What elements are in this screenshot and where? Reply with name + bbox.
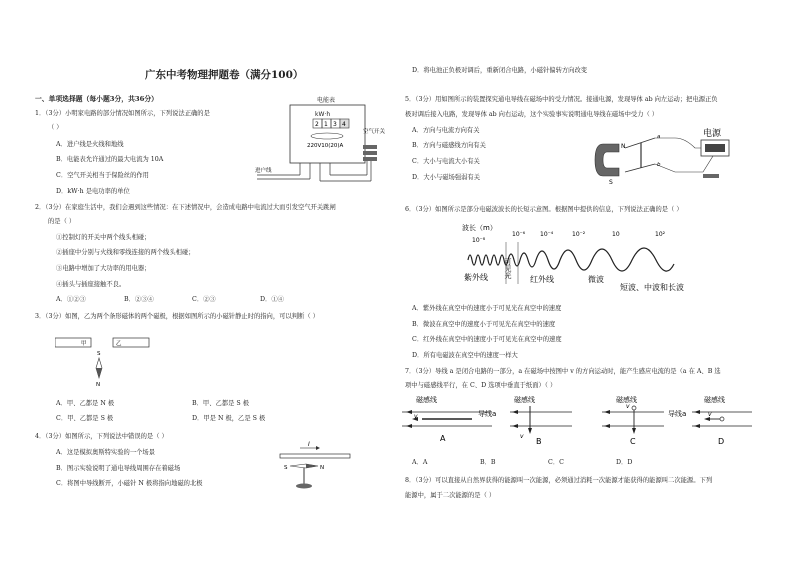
needle-n: N bbox=[320, 465, 325, 471]
meter-digit-1: 2 bbox=[315, 121, 319, 128]
q3-option-a: A．甲、乙都是 N 极 bbox=[56, 400, 115, 407]
label-ir: 红外线 bbox=[530, 275, 554, 284]
q6-option-b: B．微波在真空中的速度小于可见光在真空中的速度 bbox=[412, 321, 556, 328]
tick-4: 10⁻² bbox=[572, 231, 586, 238]
tick-3: 10⁻⁴ bbox=[540, 231, 554, 238]
label-visible: 可见光 bbox=[504, 258, 512, 279]
q1-option-c: C．空气开关相当于保险丝的作用 bbox=[56, 172, 149, 179]
meter-digit-4: 4 bbox=[342, 121, 346, 128]
q2-item-2: ②插座中分别与火线和零线连接的两个线头相碰； bbox=[56, 249, 195, 256]
wavelength-label: 波长（m） bbox=[462, 224, 497, 232]
c-v: v bbox=[626, 403, 630, 410]
q2-stem: 2．（3分）在家庭生活中，我们会遇到这些情况：在下述情况中，会造成电路中电流过大而引发空气开关跳闸 bbox=[35, 204, 336, 211]
oersted-figure bbox=[272, 440, 352, 492]
page-title: 广东中考物理押题卷（满分100） bbox=[145, 69, 304, 81]
q1-option-a: A．进户线是火线和地线 bbox=[56, 141, 124, 148]
label-radio: 短波、中波和长波 bbox=[620, 283, 684, 292]
meter-title: 电能表 bbox=[317, 97, 336, 104]
q6-option-a: A．紫外线在真空中的速度小于可见光在真空中的速度 bbox=[412, 305, 562, 312]
label-a: A bbox=[440, 434, 446, 443]
meter-unit: kW·h bbox=[315, 111, 331, 118]
needle-n: N bbox=[96, 382, 101, 388]
q2-option-a: A．①②③ bbox=[56, 296, 86, 303]
q7-stem: 7．（3分）导线 a 是闭合电路的一部分，a 在磁场中按图中 v 的方向运动时，能产生感应电流的是（a 在 A、B 选 bbox=[405, 368, 721, 375]
q4-stem: 4．（3分）如图所示，下列说法中错误的是（ ） bbox=[35, 433, 168, 440]
q5-option-b: B．方向与磁感线方向有关 bbox=[412, 142, 486, 149]
wire-label: 进户线 bbox=[255, 168, 272, 174]
q5-option-c: C．大小与电流大小有关 bbox=[412, 158, 480, 165]
induction-figure bbox=[402, 394, 752, 452]
current-label: I bbox=[308, 441, 310, 448]
q8-stem-2: 能源中，属于二次能源的是（ ） bbox=[405, 492, 496, 499]
label-b: B bbox=[536, 437, 542, 446]
q3-stem: 3．（3分）如图，乙为两个条形磁体的两个磁极，根据如图所示的小磁针静止时的指向，可以判断（ ） bbox=[35, 313, 319, 320]
q2-stem-2: 的是（ ） bbox=[48, 218, 76, 225]
b-field: 磁感线 bbox=[514, 396, 535, 404]
q7-option-d: D．D bbox=[616, 459, 633, 466]
q6-option-c: C．红外线在真空中的速度小于可见光在真空中的速度 bbox=[412, 336, 562, 343]
rod-a: a bbox=[657, 134, 661, 140]
q2-item-1: ①控制灯的开关中两个线头相碰； bbox=[56, 234, 151, 241]
q7-option-b: B．B bbox=[480, 459, 496, 466]
q7-stem-2: 项中与磁感线平行，在 C、D 选项中垂直于纸面）（ ） bbox=[405, 382, 557, 389]
switch-label: 空气开关 bbox=[363, 129, 385, 135]
q3-option-d: D．甲是 N 极，乙是 S 极 bbox=[192, 415, 266, 422]
q4-option-d: D．将电池正负极对调后，重新闭合电路，小磁针偏转方向改变 bbox=[412, 67, 588, 74]
q6-option-d: D．所有电磁波在真空中的速度一样大 bbox=[412, 352, 518, 359]
needle-s: S bbox=[97, 351, 101, 357]
q7-option-c: C．C bbox=[548, 459, 564, 466]
q4-option-c: C．将图中导线断开，小磁针 N 极将指向地磁的北极 bbox=[56, 480, 203, 487]
q5-option-d: D．大小与磁场强弱有关 bbox=[412, 174, 481, 181]
q1-option-d: D．kW·h 是电功率的单位 bbox=[56, 188, 130, 195]
q5-option-a: A．方向与电流方向有关 bbox=[412, 127, 480, 134]
q3-option-b: B．甲、乙都是 S 极 bbox=[192, 400, 250, 407]
wire-label-2: 导线a bbox=[668, 410, 687, 418]
q2-option-b: B．②③④ bbox=[124, 296, 154, 303]
label-micro: 微波 bbox=[588, 275, 604, 284]
label-d: D bbox=[718, 437, 725, 446]
d-v: v bbox=[708, 411, 712, 418]
section-heading: 一、单项选择题（每小题3分，共36分） bbox=[35, 95, 158, 103]
tick-2: 10⁻⁶ bbox=[512, 231, 526, 238]
c-field: 磁感线 bbox=[616, 396, 637, 404]
label-c: C bbox=[630, 437, 636, 446]
q2-item-4: ④插头与插座接触不良。 bbox=[56, 281, 126, 288]
q2-option-d: D．①④ bbox=[260, 296, 284, 303]
q2-option-c: C．②③ bbox=[192, 296, 216, 303]
q4-option-b: B．图示实验说明了通电导线周围存在着磁场 bbox=[56, 465, 181, 472]
needle-s: S bbox=[284, 465, 288, 471]
q1-stem: 1．（3分）小明家电路的部分情况如图所示，下列说法正确的是 bbox=[35, 110, 210, 117]
tick-5: 10 bbox=[612, 231, 620, 238]
q4-option-a: A．这是模拟奥斯特实验的一个场景 bbox=[56, 449, 156, 456]
power-label: 电源 bbox=[703, 129, 722, 139]
energy-meter-figure bbox=[255, 95, 385, 191]
q8-stem: 8．（3分）可以直接从自然界获得的能源叫一次能源，必须通过消耗一次能源才能获得的能源叫二次能源。下列 bbox=[405, 477, 713, 484]
meter-rating: 220V10(20)A bbox=[307, 143, 344, 149]
q5-stem: 5．（3分）用如图所示的装置探究通电导线在磁场中的受力情况。接通电源，发现导体 ab 向左运动；把电源正负 bbox=[405, 96, 718, 103]
tick-6: 10² bbox=[655, 231, 666, 238]
q6-stem: 6．（3分）如图所示是部分电磁波波长的长短示意图。根据图中提供的信息，下列说法正确的是（ ） bbox=[405, 206, 683, 213]
tick-1: 10⁻⁸ bbox=[472, 237, 486, 244]
wire-label: 导线a bbox=[478, 410, 497, 418]
pole-yi: 乙 bbox=[116, 341, 122, 347]
pole-jia: 甲 bbox=[81, 341, 87, 347]
b-v: v bbox=[520, 433, 524, 440]
rod-b: b bbox=[657, 162, 661, 168]
a-v: v bbox=[414, 413, 418, 420]
motor-figure bbox=[585, 124, 735, 196]
q5-stem-2: 极对调后接入电路，发现导体 ab 向右运动，这个实验事实说明通电导线在磁场中受力（ ） bbox=[405, 111, 659, 118]
pole-s: S bbox=[609, 179, 613, 186]
q2-item-3: ③电路中增加了大功率的用电器； bbox=[56, 265, 151, 272]
d-field: 磁感线 bbox=[704, 396, 725, 404]
q3-option-c: C．甲、乙都是 S 极 bbox=[56, 415, 114, 422]
pole-n: N bbox=[621, 143, 626, 150]
q1-blank: （ ） bbox=[48, 124, 63, 131]
magnet-figure bbox=[55, 330, 150, 388]
meter-digit-2: 1 bbox=[324, 121, 328, 128]
q7-option-a: A．A bbox=[412, 459, 428, 466]
meter-digit-3: 3 bbox=[333, 121, 337, 128]
a-field: 磁感线 bbox=[416, 396, 437, 404]
label-uv: 紫外线 bbox=[464, 273, 488, 282]
spectrum-figure bbox=[460, 220, 700, 295]
q1-option-b: B．电能表允许通过的最大电流为 10A bbox=[56, 156, 164, 163]
